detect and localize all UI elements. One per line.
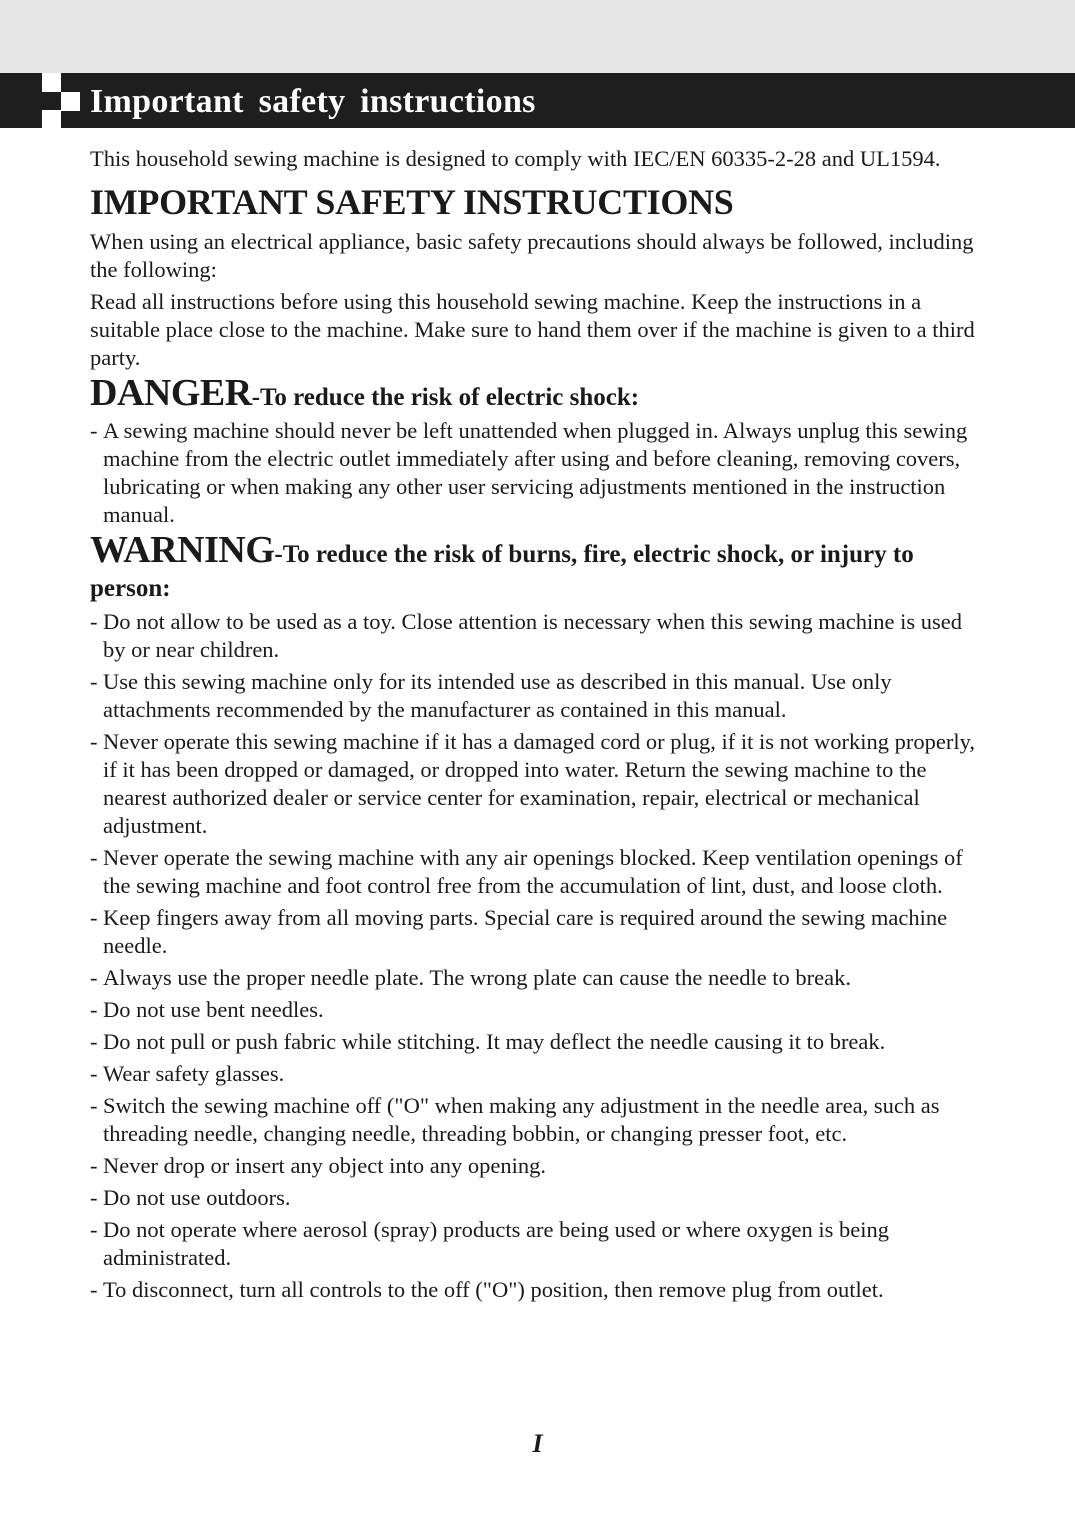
list-item: - A sewing machine should never be left unattended when plugged in. Always unplug this sewing machine from the electric outlet immediately after using and before cleaning, removing covers, lubricating or when making any other user servicing adjustments mentioned in the instruction manual. <box>90 417 990 529</box>
warning-list <box>90 608 990 1304</box>
list-item: - Do not use bent needles. <box>90 996 990 1024</box>
top-margin-band <box>0 0 1075 73</box>
page-content <box>90 145 990 1308</box>
danger-subtitle: -To reduce the risk of electric shock: <box>251 384 640 411</box>
list-item: - Use this sewing machine only for its intended use as described in this manual. Use only attachments recommended by the manufacturer as contained in this manual. <box>90 668 990 724</box>
list-item: - Do not allow to be used as a toy. Close attention is necessary when this sewing machine is used by or near children. <box>90 608 990 664</box>
list-item: - Never operate this sewing machine if it has a damaged cord or plug, if it is not working properly, if it has been dropped or damaged, or dropped into water. Return the sewing machine to the nearest authorized dealer or service center for examination, repair, electrical or mechanical adjustment. <box>90 728 990 840</box>
paragraph: Read all instructions before using this household sewing machine. Keep the instructions in a suitable place close to the machine. Make sure to hand them over if the machine is given to a third party. <box>90 289 975 370</box>
header-square-icon <box>42 110 61 128</box>
list-item: - To disconnect, turn all controls to the off ("O") position, then remove plug from outlet. <box>90 1276 990 1304</box>
list-item: - Do not use outdoors. <box>90 1184 990 1212</box>
danger-list <box>90 417 990 529</box>
list-item: - Do not operate where aerosol (spray) products are being used or where oxygen is being administrated. <box>90 1216 990 1272</box>
danger-heading <box>90 372 990 415</box>
warning-subtitle: -To reduce the risk of burns, fire, electric shock, or injury to person: <box>90 541 914 602</box>
warning-label: WARNING <box>90 529 275 571</box>
warning-heading <box>90 529 990 606</box>
header-square-icon <box>61 92 80 111</box>
paragraph: When using an electrical appliance, basic safety precautions should always be followed, including the following: <box>90 229 974 282</box>
page-number: I <box>532 1429 543 1458</box>
list-item: - Always use the proper needle plate. The wrong plate can cause the needle to break. <box>90 964 990 992</box>
section-title: Important safety instructions <box>90 83 536 120</box>
intro-text: This household sewing machine is designed to comply with IEC/EN 60335-2-28 and UL1594. <box>90 146 941 171</box>
list-item: - Never drop or insert any object into any opening. <box>90 1152 990 1180</box>
header-square-icon <box>42 73 61 92</box>
list-item: - Never operate the sewing machine with any air openings blocked. Keep ventilation openings of the sewing machine and foot control free from the accumulation of lint, dust, and loose cloth. <box>90 844 990 900</box>
main-heading: IMPORTANT SAFETY INSTRUCTIONS <box>90 182 734 222</box>
list-item: - Wear safety glasses. <box>90 1060 990 1088</box>
list-item: - Switch the sewing machine off ("O" when making any adjustment in the needle area, such as threading needle, changing needle, threading bobbin, or changing presser foot, etc. <box>90 1092 990 1148</box>
list-item: - Keep fingers away from all moving parts. Special care is required around the sewing machine needle. <box>90 904 990 960</box>
list-item: - Do not pull or push fabric while stitching. It may deflect the needle causing it to break. <box>90 1028 990 1056</box>
danger-label: DANGER <box>90 372 252 414</box>
